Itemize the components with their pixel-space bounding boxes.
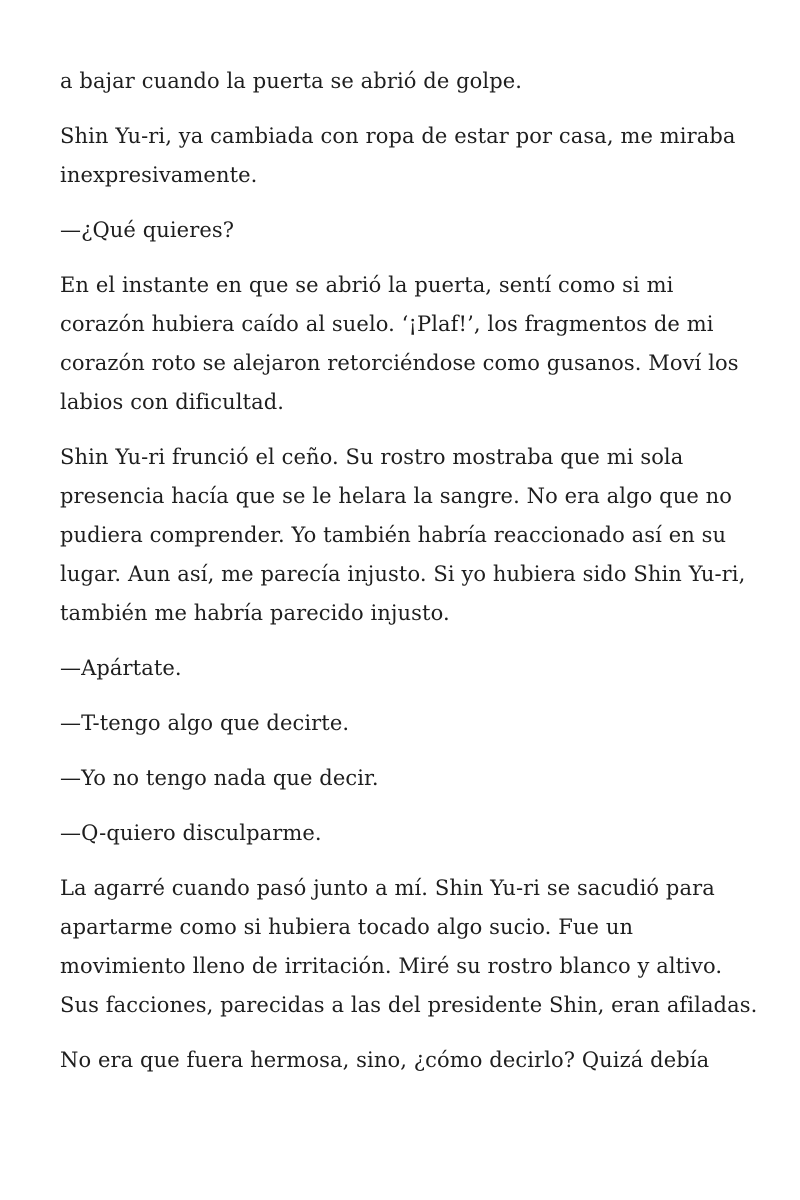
paragraph: Shin Yu-ri, ya cambiada con ropa de estar por casa, me miraba inexpresivamente. <box>60 124 736 187</box>
paragraph: En el instante en que se abrió la puerta, sentí como si mi corazón hubiera caído al suelo. ‘¡Plaf!’, los fragmentos de mi corazón roto se alejaron retorciéndose como gusanos. Moví los labios con dificultad. <box>60 273 739 414</box>
dialogue-line: —¿Qué quieres? <box>60 218 235 242</box>
dialogue-line: —Q-quiero disculparme. <box>60 821 322 845</box>
dialogue-line: —T-tengo algo que decirte. <box>60 711 350 735</box>
paragraph: a bajar cuando la puerta se abrió de golpe. <box>60 69 523 93</box>
paragraph: La agarré cuando pasó junto a mí. Shin Yu-ri se sacudió para apartarme como si hubiera tocado algo sucio. Fue un movimiento lleno de irritación. Miré su rostro blanco y altivo. Sus facciones, parecidas a las del presidente Shin, eran afiladas. <box>60 876 758 1017</box>
dialogue-line: —Yo no tengo nada que decir. <box>60 766 379 790</box>
paragraph: No era que fuera hermosa, sino, ¿cómo decirlo? Quizá debía <box>60 1048 710 1072</box>
dialogue-line: —Apártate. <box>60 656 182 680</box>
paragraph: Shin Yu-ri frunció el ceño. Su rostro mostraba que mi sola presencia hacía que se le helara la sangre. No era algo que no pudiera comprender. Yo también habría reaccionado así en su lugar. Aun así, me parecía injusto. Si yo hubiera sido Shin Yu-ri, también me habría parecido injusto. <box>60 445 746 625</box>
